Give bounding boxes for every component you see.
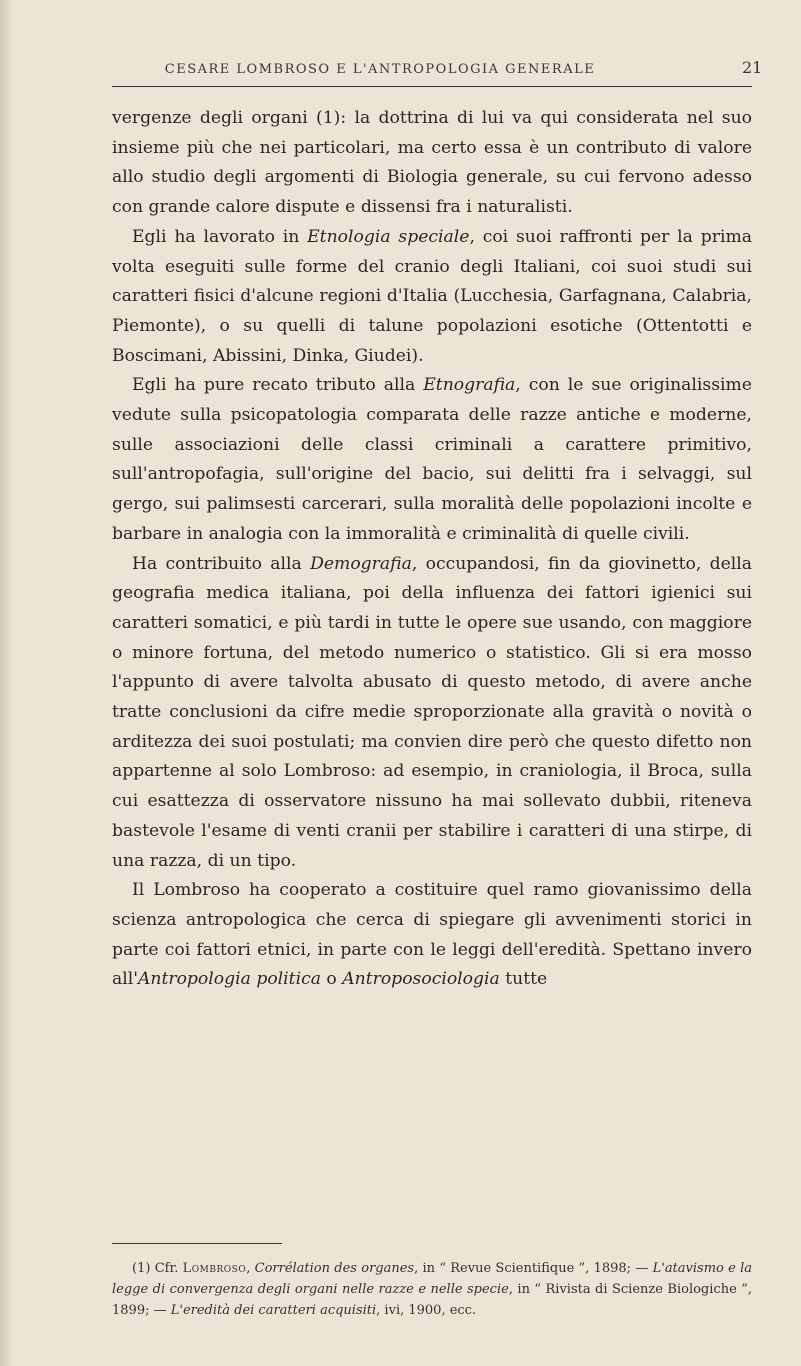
footnote-marker: (1) Cfr. bbox=[132, 1261, 183, 1276]
footnote-title: L'atavismo e la legge di convergenza degli organi nelle razze e nelle specie bbox=[112, 1261, 753, 1297]
paragraph-emphasis: Antropologia politica bbox=[137, 969, 321, 990]
paragraph-emphasis: Demografia bbox=[310, 553, 412, 574]
paragraph-emphasis: Etnologia speciale bbox=[307, 226, 470, 247]
footnotes bbox=[112, 1258, 752, 1321]
paragraph-text: vergenze degli organi (1): la dottrina di lui va qui considerata nel suo insieme più che nei particolari, ma certo essa è un contributo di valore allo studio degli argomenti di Biologia generale, su cui fervono adesso con grande calore dispute e dissensi fra i naturalisti. bbox=[112, 108, 752, 218]
footnote-1 bbox=[112, 1258, 752, 1321]
paragraph-text-before: Egli ha lavorato in bbox=[132, 226, 308, 247]
paragraph-text-after: , occupandosi, fin da giovinetto, della geografia medica italiana, poi della influenza dei fattori igienici sui caratteri somatici, e più tardi in tutte le opere sue usando, con maggiore o minore fortuna, del metodo numerico o statistico. Gli si era mosso l'appunto di avere talvolta abusato di questo metodo, di avere anche tratte conclusioni da cifre medie sproporzionate alla gravità o novità o arditezza dei suoi postulati; ma convien dire però che questo difetto non appartenne al solo Lombroso: ad esempio, in craniologia, il Broca, sulla cui esattezza di osservatore nissuno ha mai sollevato dubbii, riteneva bastevole l'esame di venti cranii per stabilire i caratteri di una stirpe, di una razza, di un tipo. bbox=[112, 553, 752, 871]
header-rule bbox=[112, 86, 752, 87]
footnote-title: L'eredità dei caratteri acquisiti bbox=[170, 1303, 377, 1318]
footnote-author: Lombroso bbox=[182, 1261, 247, 1276]
paragraph-text-middle: o bbox=[320, 969, 343, 990]
paragraph-emphasis: Etnografia bbox=[423, 375, 516, 396]
paragraph-etnografia bbox=[112, 371, 752, 549]
paragraph-continued bbox=[112, 104, 752, 223]
paragraph-text-after: , con le sue originalissime vedute sulla psicopatologia comparata delle razze antiche e moderne, sulle associazioni delle classi criminali a carattere primitivo, sull'antropofagia, sull'origine del bacio, sui delitti fra i selvaggi, sul gergo, sui palimsesti carcerari, sulla moralità delle popolazioni incolte e barbare in analogia con la immoralità e criminalità di quelle civili. bbox=[112, 375, 752, 544]
paragraph-text-before: Il Lombroso ha cooperato a costituire quel ramo giovanissimo della scienza antropologica che cerca di spiegare gli avvenimenti storici in parte coi fattori etnici, in parte con le leggi dell'eredità. Spettano invero all' bbox=[112, 880, 752, 990]
paragraph-demografia bbox=[112, 550, 752, 877]
paragraph-text-after: , coi suoi raffronti per la prima volta eseguiti sulle forme del cranio degli Italiani, coi suoi studi sui caratteri fisici d'alcune regioni d'Italia (Lucchesia, Garfagnana, Calabria, Piemonte), o su quelli di talune popolazioni esotiche (Ottentotti e Boscimani, Abissini, Dinka, Giudei). bbox=[112, 226, 752, 366]
footnote-separator: , bbox=[246, 1261, 255, 1276]
footnote-rule bbox=[112, 1243, 282, 1244]
footnote-title: Corrélation des organes bbox=[254, 1261, 415, 1276]
paragraph-antropologia-politica bbox=[112, 876, 752, 995]
footnote-text: , in “ Rivista di Scienze Biologiche ”, 1899; — bbox=[112, 1282, 752, 1318]
paragraph-text-before: Egli ha pure recato tributo alla bbox=[132, 375, 424, 396]
paragraph-text-after: tutte bbox=[499, 969, 548, 990]
paragraph-emphasis: Antroposociologia bbox=[342, 969, 500, 990]
paragraph-etnologia bbox=[112, 223, 752, 372]
paragraph-text-before: Ha contribuito alla bbox=[132, 553, 311, 574]
running-head: CESARE LOMBROSO E L'ANTROPOLOGIA GENERALE bbox=[164, 62, 596, 77]
page-number: 21 bbox=[742, 58, 763, 77]
body-text bbox=[112, 104, 752, 995]
footnote-text: , ivi, 1900, ecc. bbox=[376, 1303, 477, 1318]
footnote-text: , in “ Revue Scientifique ”, 1898; — bbox=[414, 1261, 653, 1276]
